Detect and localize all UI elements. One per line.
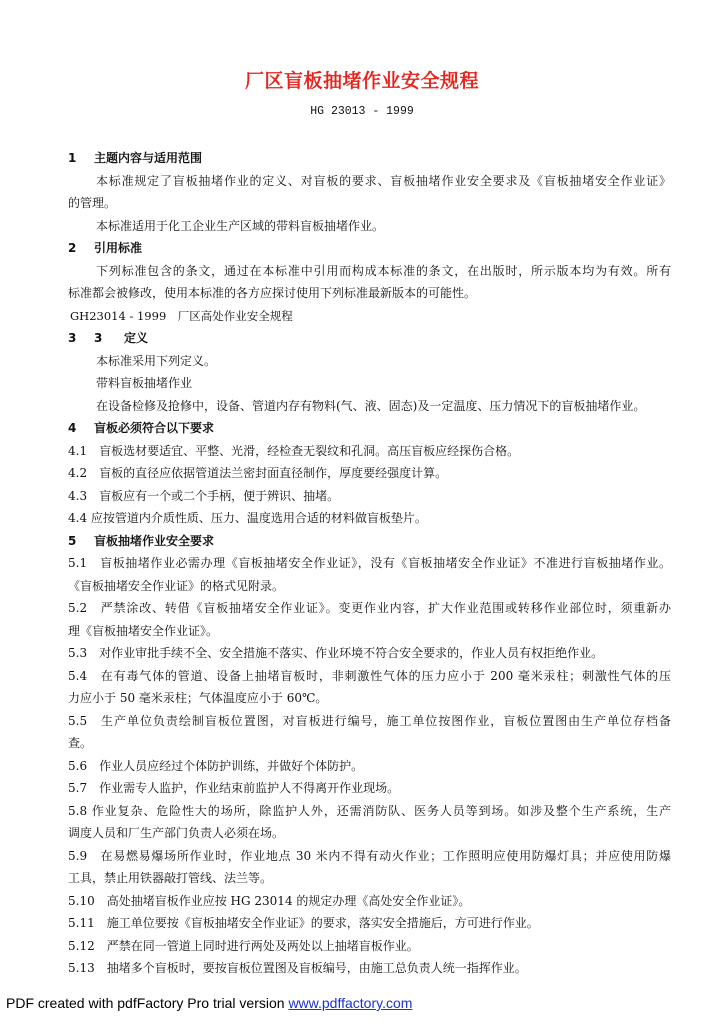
clause-5-2: 5.2 严禁涂改、转借《盲板抽堵安全作业证》。变更作业内容，扩大作业范围或转移作业部位时，须重新办 [68,601,671,615]
section-4-heading [68,417,671,440]
section-title: 引用标准 [94,241,143,255]
document-title: 厂区盲板抽堵作业安全规程 [244,70,479,92]
paragraph: 本标准适用于化工企业生产区域的带料盲板抽堵作业。 [96,218,385,233]
paragraph: 本标准采用下列定义。 [96,353,217,368]
clause-5-3: 5.3 对作业审批手续不全、安全措施不落实、作业环境不符合安全要求的，作业人员有权拒绝作业。 [68,646,604,660]
paragraph: 下列标准包含的条文，通过在本标准中引用而构成本标准的条文，在出版时，所示版本均为有效。所有 [96,263,671,278]
clause-4-3: 4.3 盲板应有一个或二个手柄，便于辨识、抽堵。 [68,488,340,503]
clause-5-4-continuation: 力应小于 50 毫米汞柱；气体温度应小于 60℃。 [68,691,328,705]
referenced-standard: GH23014 - 1999 厂区高处作业安全规程 [70,308,293,323]
document-body [68,147,671,980]
clause-5-5-continuation: 查。 [68,736,93,750]
clause-5-5: 5.5 生产单位负责绘制盲板位置图，对盲板进行编号，施工单位按图作业，盲板位置图由生产单位存档备 [68,713,671,728]
section-title: 定义 [124,331,149,345]
clause-5-1: 5.1 盲板抽堵作业必需办理《盲板抽堵安全作业证》，没有《盲板抽堵安全作业证》不准进行盲板抽堵作业。 [68,556,671,570]
term: 带料盲板抽堵作业 [96,376,193,390]
clause-5-11: 5.11 施工单位要按《盲板抽堵安全作业证》的要求，落实安全措施后，方可进行作业。 [68,916,539,930]
section-title: 盲板必须符合以下要求 [94,421,215,435]
clause-5-13: 5.13 抽堵多个盲板时，要按盲板位置图及盲板编号，由施工总负责人统一指挥作业。 [68,961,527,975]
clause-4-1: 4.1 盲板选材要适宜、平整、光滑，经检查无裂纹和孔洞。高压盲板应经探伤合格。 [68,443,520,458]
paragraph-continuation: 的管理。 [68,196,117,210]
standard-code: HG 23013 - 1999 [310,105,414,118]
section-2-heading [68,237,671,260]
section-3-heading [68,327,671,350]
pdf-footer [6,995,412,1011]
clause-5-8-continuation: 调度人员和厂生产部门负责人必须在场。 [68,826,285,840]
section-number: 4 [68,421,77,435]
clause-5-4: 5.4 在有毒气体的管道、设备上抽堵盲板时，非刺激性气体的压力应小于 200 毫米汞柱；刺激性气体的压 [68,668,671,683]
clause-5-8: 5.8 作业复杂、危险性大的场所，除监护人外，还需消防队、医务人员等到场。如涉及整个生产系统，生产 [68,803,671,818]
clause-5-7: 5.7 作业需专人监护，作业结束前监护人不得离开作业现场。 [68,781,400,795]
footer-text: PDF created with pdfFactory Pro trial version [6,995,289,1011]
definition: 在设备检修及抢修中，设备、管道内存有物料(气、液、固态)及一定温度、压力情况下的盲板抽堵作业。 [96,398,646,413]
paragraph-continuation: 标准都会被修改，使用本标准的各方应探讨使用下列标准最新版本的可能性。 [68,286,477,300]
clause-4-4: 4.4 应按管道内介质性质、压力、温度选用合适的材料做盲板垫片。 [68,511,427,525]
section-number: 1 [68,151,77,165]
section-number: 2 [68,241,77,255]
section-title: 主题内容与适用范围 [94,151,203,165]
clause-5-9-continuation: 工具，禁止用铁器敲打管线、法兰等。 [68,871,273,885]
paragraph: 本标准规定了盲板抽堵作业的定义、对盲板的要求、盲板抽堵作业安全要求及《盲板抽堵安全作业证》 [96,173,671,188]
section-number-repeat: 3 [94,331,103,345]
section-title: 盲板抽堵作业安全要求 [94,533,215,548]
clause-4-2: 4.2 盲板的直径应依据管道法兰密封面直径制作，厚度要经强度计算。 [68,466,448,480]
clause-5-10: 5.10 高处抽堵盲板作业应按 HG 23014 的规定办理《高处安全作业证》。 [68,893,471,908]
clause-5-1-continuation: 《盲板抽堵安全作业证》的格式见附录。 [68,578,285,593]
section-5-heading [68,530,671,553]
clause-5-9: 5.9 在易燃易爆场所作业时，作业地点 30 米内不得有动火作业；工作照明应使用防爆灯具；并应使用防爆 [68,848,671,863]
clause-5-12: 5.12 严禁在同一管道上同时进行两处及两处以上抽堵盲板作业。 [68,938,419,953]
section-number: 3 [68,331,77,345]
clause-5-2-continuation: 理《盲板抽堵安全作业证》。 [68,623,219,638]
section-number: 5 [68,533,77,548]
footer-link[interactable]: www.pdffactory.com [288,995,413,1011]
clause-5-6: 5.6 作业人员应经过个体防护训练，并做好个体防护。 [68,758,364,773]
section-1-heading [68,147,671,170]
